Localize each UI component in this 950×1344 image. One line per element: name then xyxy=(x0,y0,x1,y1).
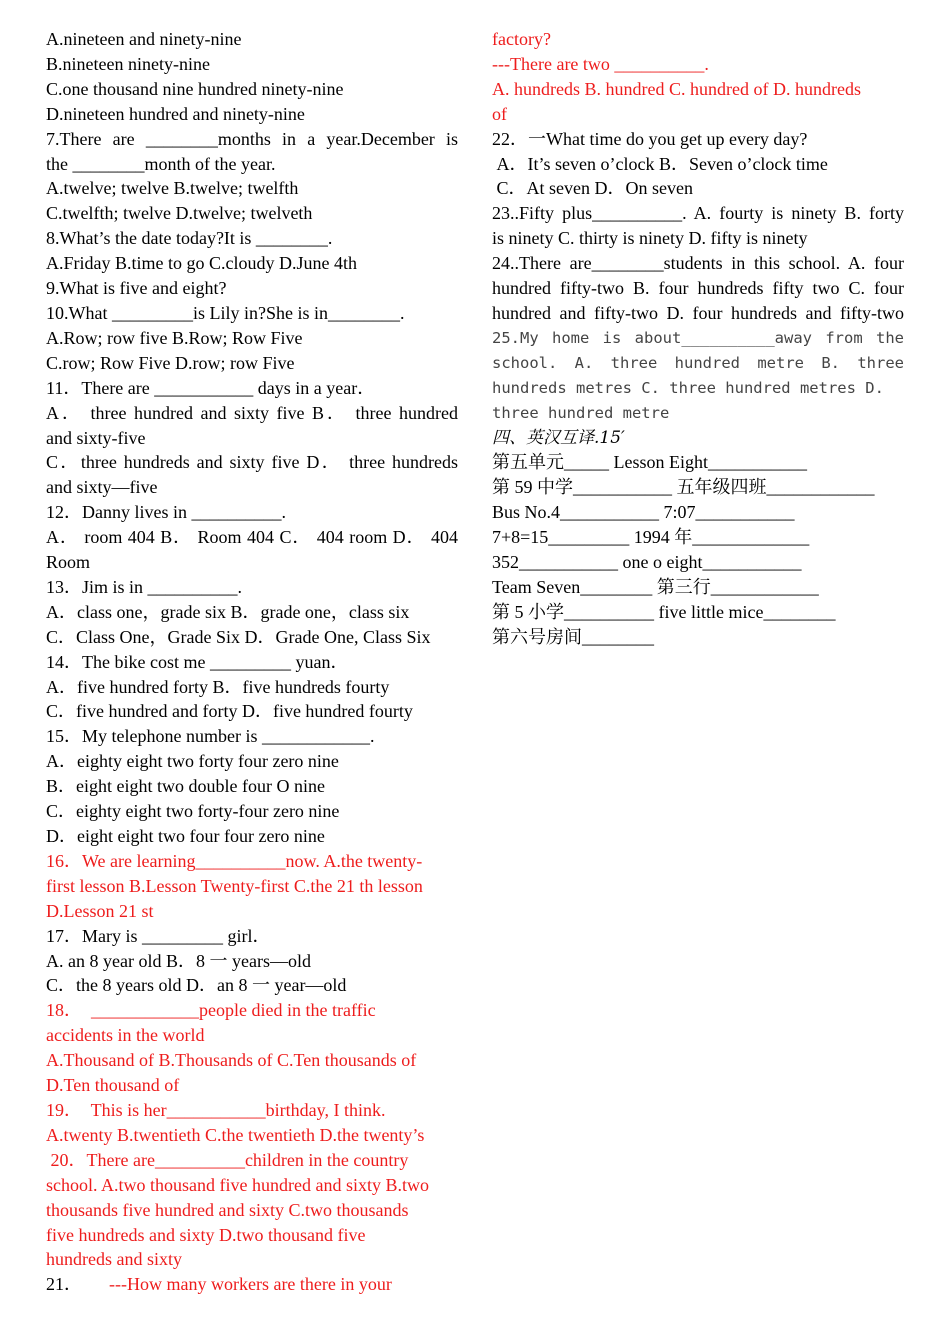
left-text-line: the ________month of the year. xyxy=(46,153,276,174)
left-text-line: A.Friday B.time to go C.cloudy D.June 4th xyxy=(46,253,357,274)
left-text-line: D.Ten thousand of xyxy=(46,1075,180,1096)
left-text-line: A.Thousand of B.Thousands of C.Ten thousands of xyxy=(46,1050,417,1071)
right-text-line: factory? xyxy=(492,29,551,49)
right-text-line: 第 5 小学__________ five little mice________ xyxy=(492,601,836,622)
left-text-line: 20．There are__________children in the country xyxy=(46,1149,409,1170)
left-text-line: first lesson B.Lesson Twenty-first C.the 21 th lesson xyxy=(46,875,423,896)
right-text-line: C．At seven D．On seven xyxy=(492,178,693,199)
left-text-line: C．five hundred and forty D．five hundred fourty xyxy=(46,701,413,722)
left-text-line: and sixty—five xyxy=(46,477,158,498)
left-text-line: 14．The bike cost me _________ yuan． xyxy=(46,651,349,672)
left-text-line: 17．Mary is _________ girl． xyxy=(46,925,271,946)
left-text-line: C．three hundreds and sixty five D． three hundreds xyxy=(46,452,458,473)
left-text-line: B．eight eight two double four O nine xyxy=(46,776,325,797)
right-text-line: A. hundreds B. hundred C. hundred of D. hundreds xyxy=(492,78,861,99)
left-text-line: 19． This is her___________birthday, I think. xyxy=(46,1099,386,1120)
left-text-line: A.Row; row five B.Row; Row Five xyxy=(46,327,303,348)
left-text-line: accidents in the world xyxy=(46,1025,205,1046)
left-column xyxy=(46,27,458,1297)
right-text-line: hundreds metres C. three hundred metres D. xyxy=(492,378,884,397)
left-text-line: school. A.two thousand five hundred and sixty B.two xyxy=(46,1174,429,1195)
left-text-line: Room xyxy=(46,552,91,573)
left-text-line: A．eighty eight two forty four zero nine xyxy=(46,751,339,772)
left-text-line: A. an 8 year old B．8 一 years—old xyxy=(46,950,311,971)
left-text-line: B.nineteen ninety-nine xyxy=(46,53,210,74)
left-text-line: 11．There are ___________ days in a year． xyxy=(46,377,376,398)
left-text-line: 16．We are learning__________now. A.the twenty- xyxy=(46,850,423,871)
right-text-line: school. A. three hundred metre B. three xyxy=(492,353,904,372)
left-text-line: D.Lesson 21 st xyxy=(46,900,154,921)
left-text-line: 10.What _________is Lily in?She is in________. xyxy=(46,302,405,323)
question-number: 21． xyxy=(46,1274,109,1295)
left-text-line: C.twelfth; twelve D.twelve; twelveth xyxy=(46,203,313,224)
question-text: ---How many workers are there in your xyxy=(109,1274,392,1295)
left-text-line: and sixty-five xyxy=(46,427,146,448)
left-text-line: A.nineteen and ninety-nine xyxy=(46,29,242,49)
left-text-line: C．the 8 years old D．an 8 一 year—old xyxy=(46,975,347,996)
left-text-line: A．five hundred forty B．five hundreds fourty xyxy=(46,676,390,697)
left-text-line: five hundreds and sixty D.two thousand five xyxy=(46,1224,366,1245)
left-text-line: C.one thousand nine hundred ninety-nine xyxy=(46,78,344,99)
right-text-line: Bus No.4___________ 7:07___________ xyxy=(492,502,795,523)
right-text-line: 22．一What time do you get up every day? xyxy=(492,128,808,149)
left-text-line: C．eighty eight two forty-four zero nine xyxy=(46,801,340,822)
right-text-line: ---There are two __________. xyxy=(492,53,709,74)
left-text-line: A． three hundred and sixty five B． three hundred xyxy=(46,402,458,423)
left-text-line: A．class one，grade six B．grade one，class six xyxy=(46,601,410,622)
left-text-line: A． room 404 B． Room 404 C． 404 room D． 404 xyxy=(46,527,458,548)
right-text-line: 25.My home is about__________away from the xyxy=(492,328,904,347)
right-text-line: of xyxy=(492,103,507,124)
right-text-line: three hundred metre xyxy=(492,403,670,422)
right-text-line: 24..There are________students in this school. A. four xyxy=(492,253,904,274)
left-text-line: 18． ____________people died in the traffic xyxy=(46,1000,376,1021)
left-text-line: D．eight eight two four four zero nine xyxy=(46,826,325,846)
right-text-line: 第 59 中学___________ 五年级四班____________ xyxy=(492,477,875,498)
right-text-line: 第五单元_____ Lesson Eight___________ xyxy=(492,452,807,473)
left-text-line: D.nineteen hundred and ninety-nine xyxy=(46,103,305,124)
right-column xyxy=(492,27,904,650)
right-text-line: 7+8=15_________ 1994 年_____________ xyxy=(492,527,810,548)
left-text-line: 13．Jim is in __________. xyxy=(46,576,243,597)
right-text-line: Team Seven________ 第三行____________ xyxy=(492,576,819,597)
right-text-line: 23..Fifty plus__________. A. fourty is ninety B. forty xyxy=(492,203,904,224)
right-text-line: hundred fifty-two B. four hundreds fifty two C. four xyxy=(492,278,904,299)
right-text-line: 352___________ one o eight___________ xyxy=(492,552,802,573)
left-text-line: A.twenty B.twentieth C.the twentieth D.the twenty’s xyxy=(46,1124,425,1145)
left-text-line: 9.What is five and eight? xyxy=(46,278,227,299)
left-text-line: 8.What’s the date today?It is ________. xyxy=(46,228,333,249)
right-text-line: is ninety C. thirty is ninety D. fifty is ninety xyxy=(492,228,808,249)
left-text-line: C.row; Row Five D.row; row Five xyxy=(46,352,295,373)
right-text-line: 第六号房间________ xyxy=(492,626,654,647)
left-text-line: 12．Danny lives in __________. xyxy=(46,502,286,523)
right-text-line: A．It’s seven o’clock B．Seven o’clock time xyxy=(492,153,828,174)
left-text-line: 15．My telephone number is ____________. xyxy=(46,726,375,747)
left-text-line: C．Class One，Grade Six D．Grade One, Class Six xyxy=(46,626,431,647)
left-text-line: 7.There are ________months in a year.December is xyxy=(46,128,458,149)
left-text-line: thousands five hundred and sixty C.two thousands xyxy=(46,1199,409,1220)
left-text-line: A.twelve; twelve B.twelve; twelfth xyxy=(46,178,299,199)
left-text-line xyxy=(46,1272,458,1297)
right-text-line: 四、英汉互译.15′ xyxy=(492,427,625,448)
left-text-line: hundreds and sixty xyxy=(46,1249,182,1270)
right-text-line: hundred and fifty-two D. four hundreds and fifty-two xyxy=(492,302,904,323)
